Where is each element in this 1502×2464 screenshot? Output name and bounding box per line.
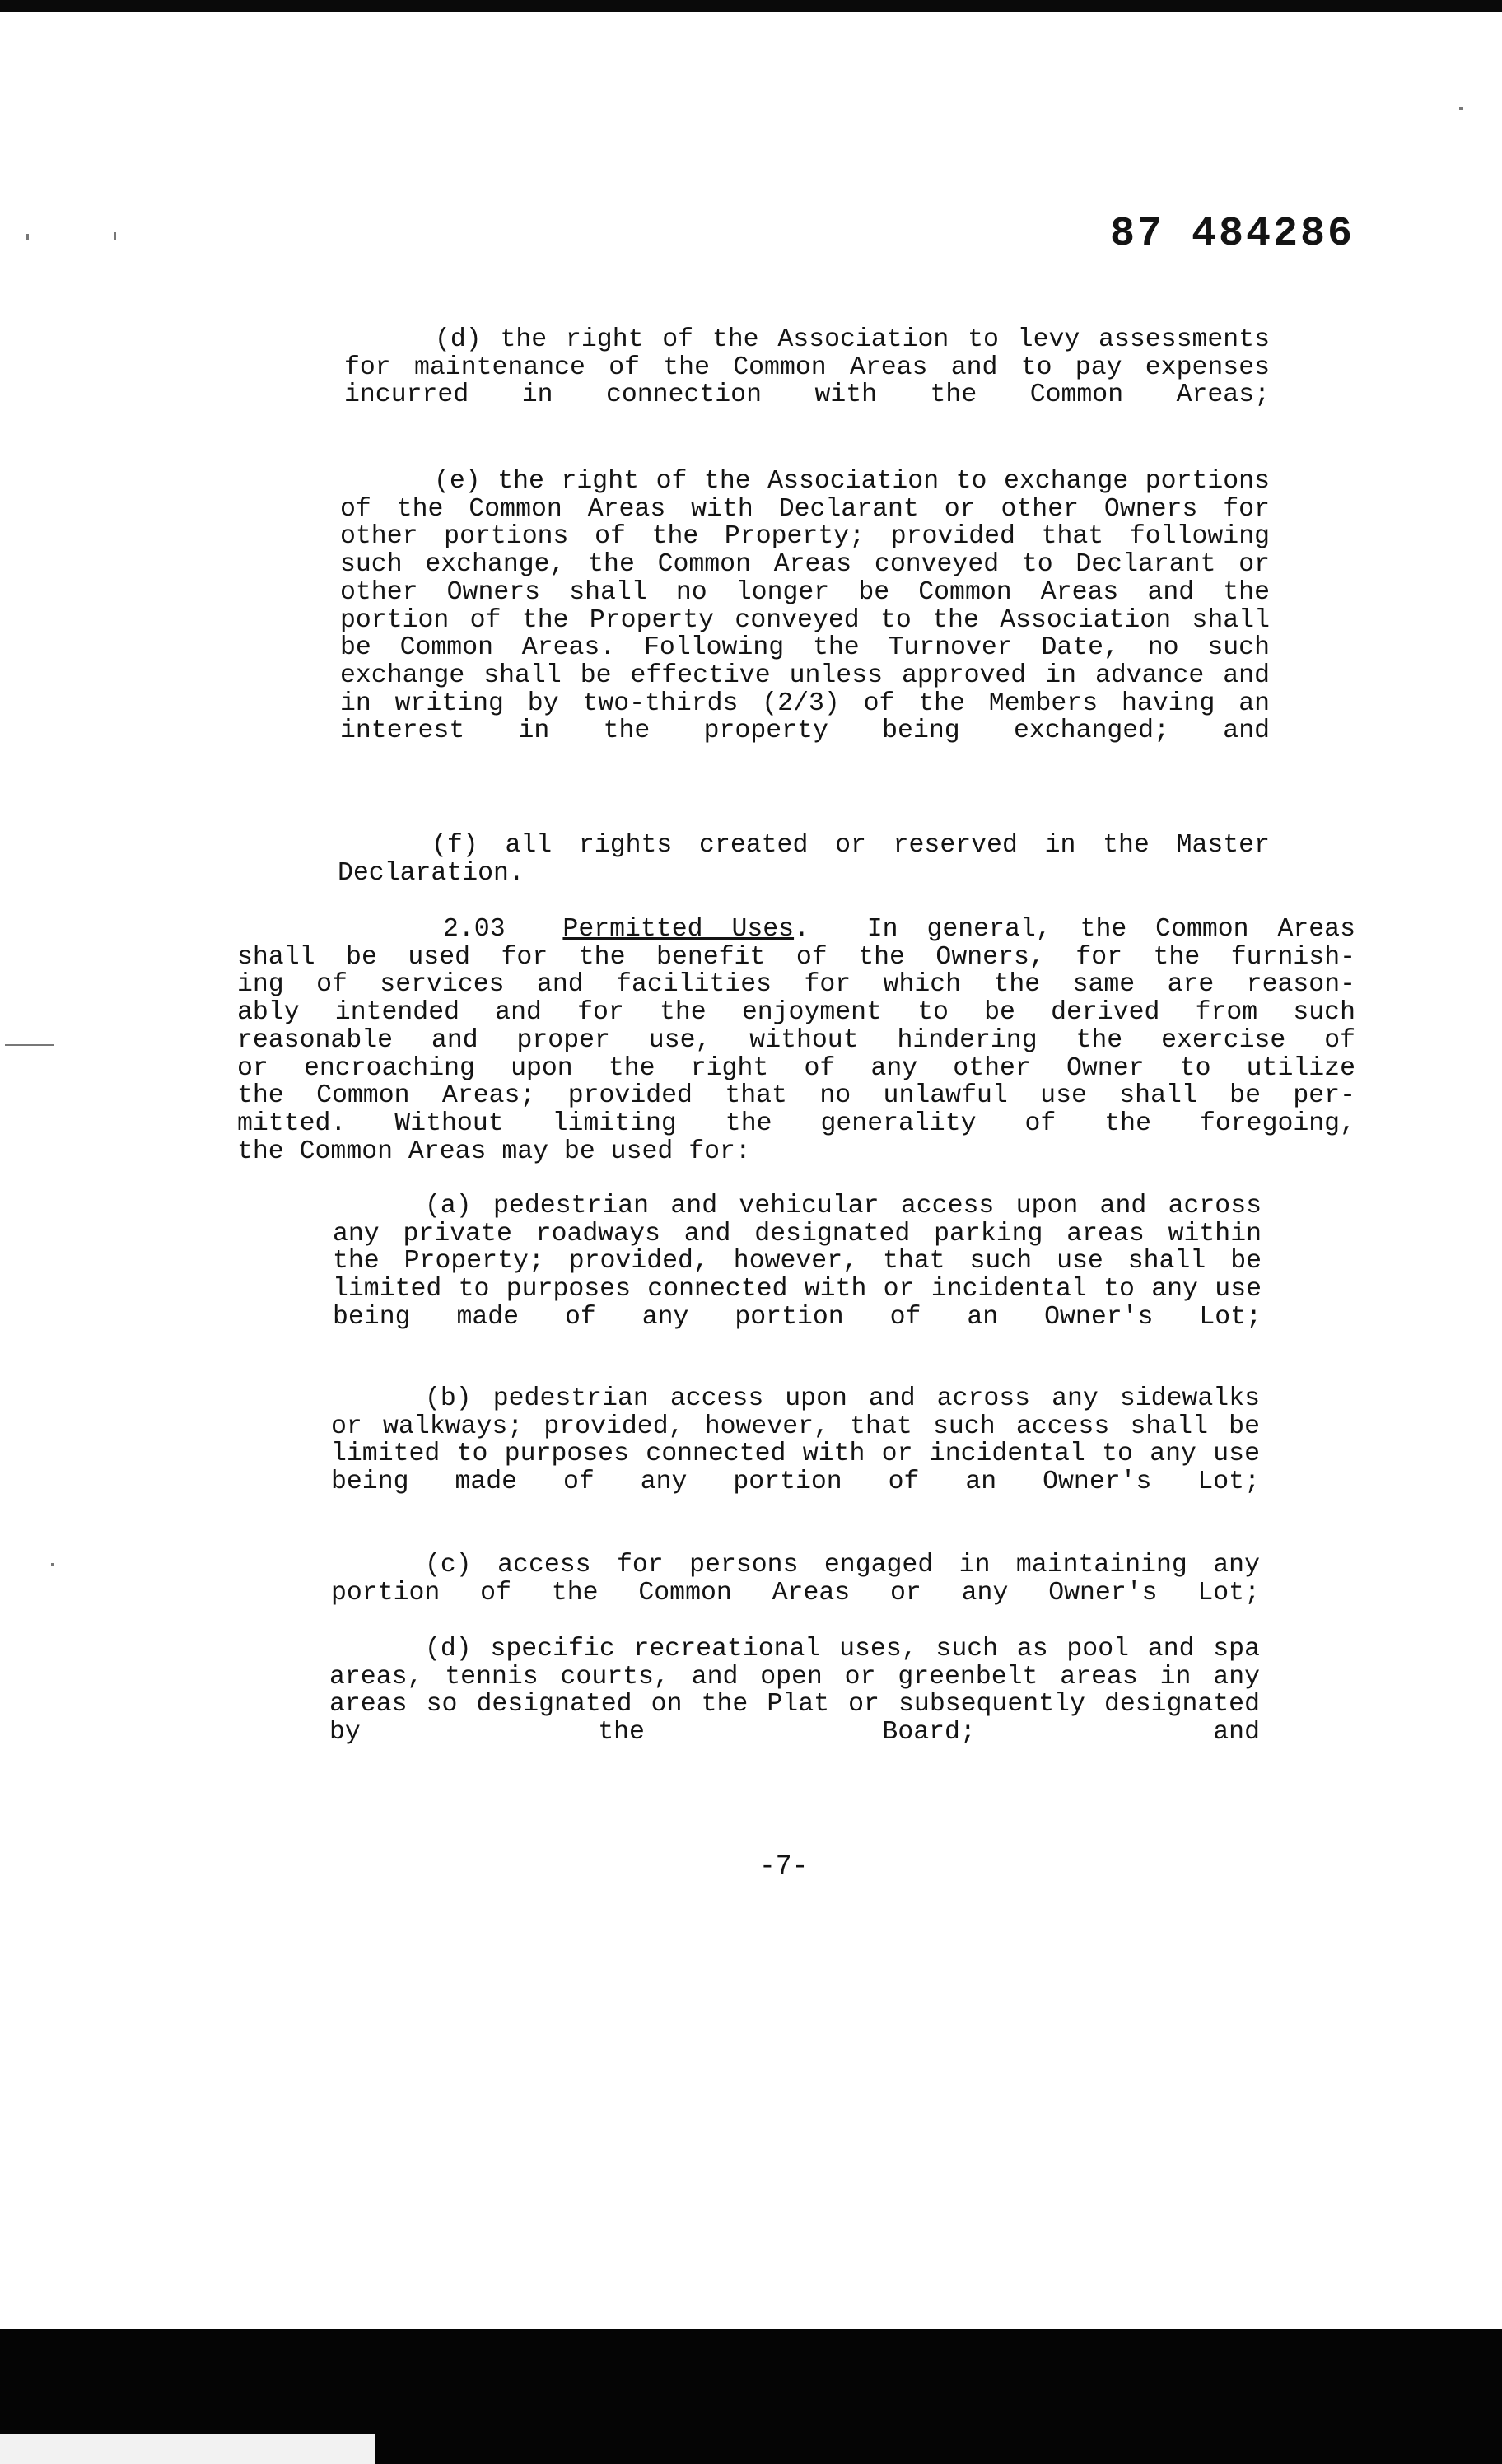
scan-top-edge <box>0 0 1502 12</box>
paragraph-c-maintenance-access: (c) access for persons engaged in maintaining any portion of the Common Areas or any Owner's Lot; <box>331 1551 1260 1608</box>
section-line: shall be used for the benefit of the Owners, for the furnish- <box>237 942 1355 972</box>
scan-bottom-strip <box>0 2434 375 2464</box>
section-line: mitted. Without limiting the generality of the foregoing, <box>237 1108 1355 1138</box>
scan-mark <box>26 234 29 240</box>
paragraph-d-recreational-uses: (d) specific recreational uses, such as pool and spa areas, tennis courts, and open or greenbelt areas in any areas so designated on the Plat or subsequently designated by the Board; and <box>329 1635 1260 1748</box>
page-number: -7- <box>759 1851 809 1882</box>
document-number: 87 484286 <box>1110 211 1355 258</box>
section-first-line: 2.03 Permitted Uses. In general, the Common Areas <box>443 915 1355 944</box>
paragraph-b-pedestrian-access: (b) pedestrian access upon and across any sidewalks or walkways; provided, however, that such access shall be limited to purposes connected with or incidental to any use being made of any portion of an Owner's Lot; <box>331 1384 1260 1497</box>
section-2-03-permitted-uses <box>237 916 1355 1165</box>
scan-mark <box>51 1563 54 1566</box>
section-line: the Common Areas may be used for: <box>237 1136 751 1166</box>
section-line: reasonable and proper use, without hindering the exercise of <box>237 1025 1355 1055</box>
section-line: ing of services and facilities for which the same are reason- <box>237 970 1355 1000</box>
section-line: ably intended and for the enjoyment to be derived from such <box>237 998 1355 1028</box>
scan-mark <box>114 232 116 240</box>
section-number: 2.03 <box>443 915 506 944</box>
section-heading: Permitted Uses <box>562 915 795 944</box>
scan-mark <box>5 1044 54 1046</box>
paragraph-d-levy-assessments: (d) the right of the Association to levy assessments for maintenance of the Common Areas and to pay expenses incurred in connection with the Common Areas; <box>344 325 1270 410</box>
paragraph-a-vehicular-access: (a) pedestrian and vehicular access upon and across any private roadways and designated parking areas within the Property; provided, however, that such use shall be limited to purposes connected with or incidental to any use being made of any portion of an Owner's Lot; <box>333 1192 1262 1332</box>
section-line: the Common Areas; provided that no unlawful use shall be per- <box>237 1081 1355 1111</box>
section-line: or encroaching upon the right of any other Owner to utilize <box>237 1053 1355 1083</box>
paragraph-f-master-declaration: (f) all rights created or reserved in the Master Declaration. <box>338 831 1270 888</box>
scan-mark <box>1459 107 1463 110</box>
paragraph-e-exchange-portions: (e) the right of the Association to exchange portions of the Common Areas with Declarant or other Owners for other portions of the Property; provided that following such exchange, the Common Areas conveyed to Declarant or other Owners shall no longer be Common Areas and the portion of the Property conveyed to the Association shall be Common Areas. Following the Turnover Date, no such exchange shall be effective unless approved in advance and in writing by two-thirds (2/3) of the Members having an interest in the property being exchanged; and <box>340 467 1270 746</box>
